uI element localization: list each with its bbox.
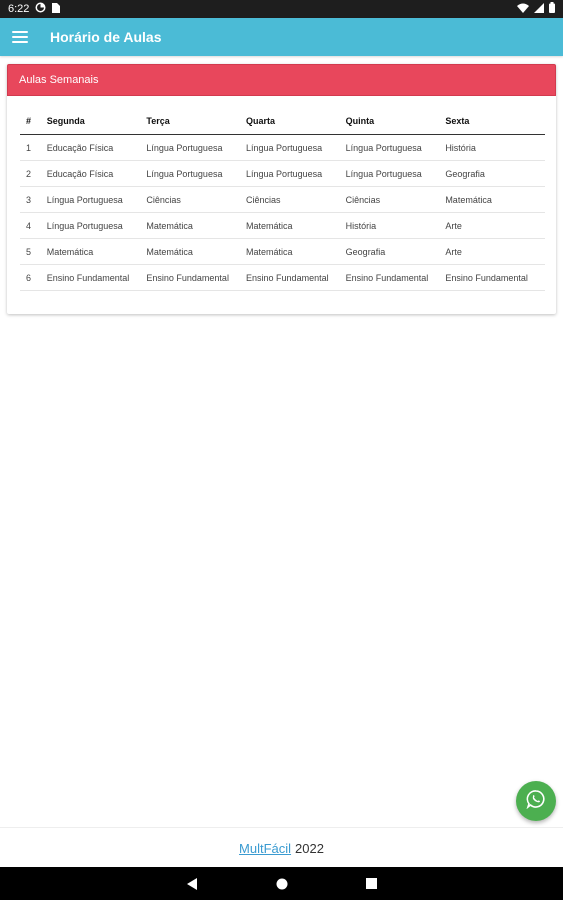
menu-icon[interactable]	[12, 31, 28, 43]
column-header-thursday: Quinta	[346, 108, 446, 135]
table-row	[20, 187, 545, 213]
column-header-number: #	[20, 108, 47, 135]
table-cell: 2	[20, 161, 47, 187]
table-cell: Ensino Fundamental	[246, 265, 346, 291]
column-header-wednesday: Quarta	[246, 108, 346, 135]
table-cell: Educação Física	[47, 161, 147, 187]
table-cell: Língua Portuguesa	[47, 187, 147, 213]
battery-icon	[549, 2, 555, 16]
table-cell: Língua Portuguesa	[346, 161, 446, 187]
table-cell: Matemática	[445, 187, 545, 213]
page-title: Horário de Aulas	[50, 29, 162, 45]
app-notification-icon	[35, 2, 46, 16]
recents-icon[interactable]	[366, 878, 377, 889]
signal-icon	[534, 3, 544, 16]
table-cell: Língua Portuguesa	[47, 213, 147, 239]
back-icon[interactable]	[187, 878, 198, 890]
schedule-table	[20, 108, 545, 291]
card-header: Aulas Semanais	[7, 64, 556, 96]
table-cell: Matemática	[246, 239, 346, 265]
table-cell: História	[445, 135, 545, 161]
table-cell: Língua Portuguesa	[346, 135, 446, 161]
table-row	[20, 239, 545, 265]
whatsapp-icon	[526, 789, 546, 814]
table-cell: Ciências	[246, 187, 346, 213]
table-cell: Ensino Fundamental	[445, 265, 545, 291]
table-cell: Ensino Fundamental	[47, 265, 147, 291]
wifi-icon	[517, 3, 529, 16]
table-cell: 3	[20, 187, 47, 213]
table-cell: Arte	[445, 239, 545, 265]
column-header-tuesday: Terça	[146, 108, 246, 135]
table-cell: História	[346, 213, 446, 239]
table-cell: 5	[20, 239, 47, 265]
table-row	[20, 161, 545, 187]
weekly-schedule-card	[7, 64, 556, 314]
table-cell: Matemática	[146, 213, 246, 239]
table-cell: Ciências	[346, 187, 446, 213]
column-header-friday: Sexta	[445, 108, 545, 135]
table-cell: 6	[20, 265, 47, 291]
table-row	[20, 135, 545, 161]
table-cell: Língua Portuguesa	[146, 161, 246, 187]
table-cell: Geografia	[445, 161, 545, 187]
table-cell: Matemática	[146, 239, 246, 265]
table-cell: Ensino Fundamental	[146, 265, 246, 291]
table-header-row	[20, 108, 545, 135]
status-left	[8, 2, 60, 16]
table-cell: Arte	[445, 213, 545, 239]
navigation-bar	[0, 867, 563, 900]
table-cell: Matemática	[246, 213, 346, 239]
table-cell: Geografia	[346, 239, 446, 265]
home-icon[interactable]	[276, 878, 288, 890]
table-cell: Língua Portuguesa	[146, 135, 246, 161]
status-bar	[0, 0, 563, 18]
sim-card-icon	[52, 2, 60, 16]
app-bar	[0, 18, 563, 56]
table-cell: Ciências	[146, 187, 246, 213]
footer-year: 2022	[295, 840, 324, 856]
footer	[0, 827, 563, 868]
table-cell: Matemática	[47, 239, 147, 265]
multfacil-link[interactable]: MultFácil	[239, 840, 292, 856]
status-time: 6:22	[8, 3, 30, 15]
table-row	[20, 265, 545, 291]
column-header-monday: Segunda	[47, 108, 147, 135]
table-cell: Ensino Fundamental	[346, 265, 446, 291]
table-cell: 4	[20, 213, 47, 239]
table-row	[20, 213, 545, 239]
table-cell: Língua Portuguesa	[246, 161, 346, 187]
status-right	[517, 2, 555, 16]
whatsapp-button[interactable]	[516, 781, 556, 821]
table-cell: Língua Portuguesa	[246, 135, 346, 161]
table-cell: 1	[20, 135, 47, 161]
table-cell: Educação Física	[47, 135, 147, 161]
